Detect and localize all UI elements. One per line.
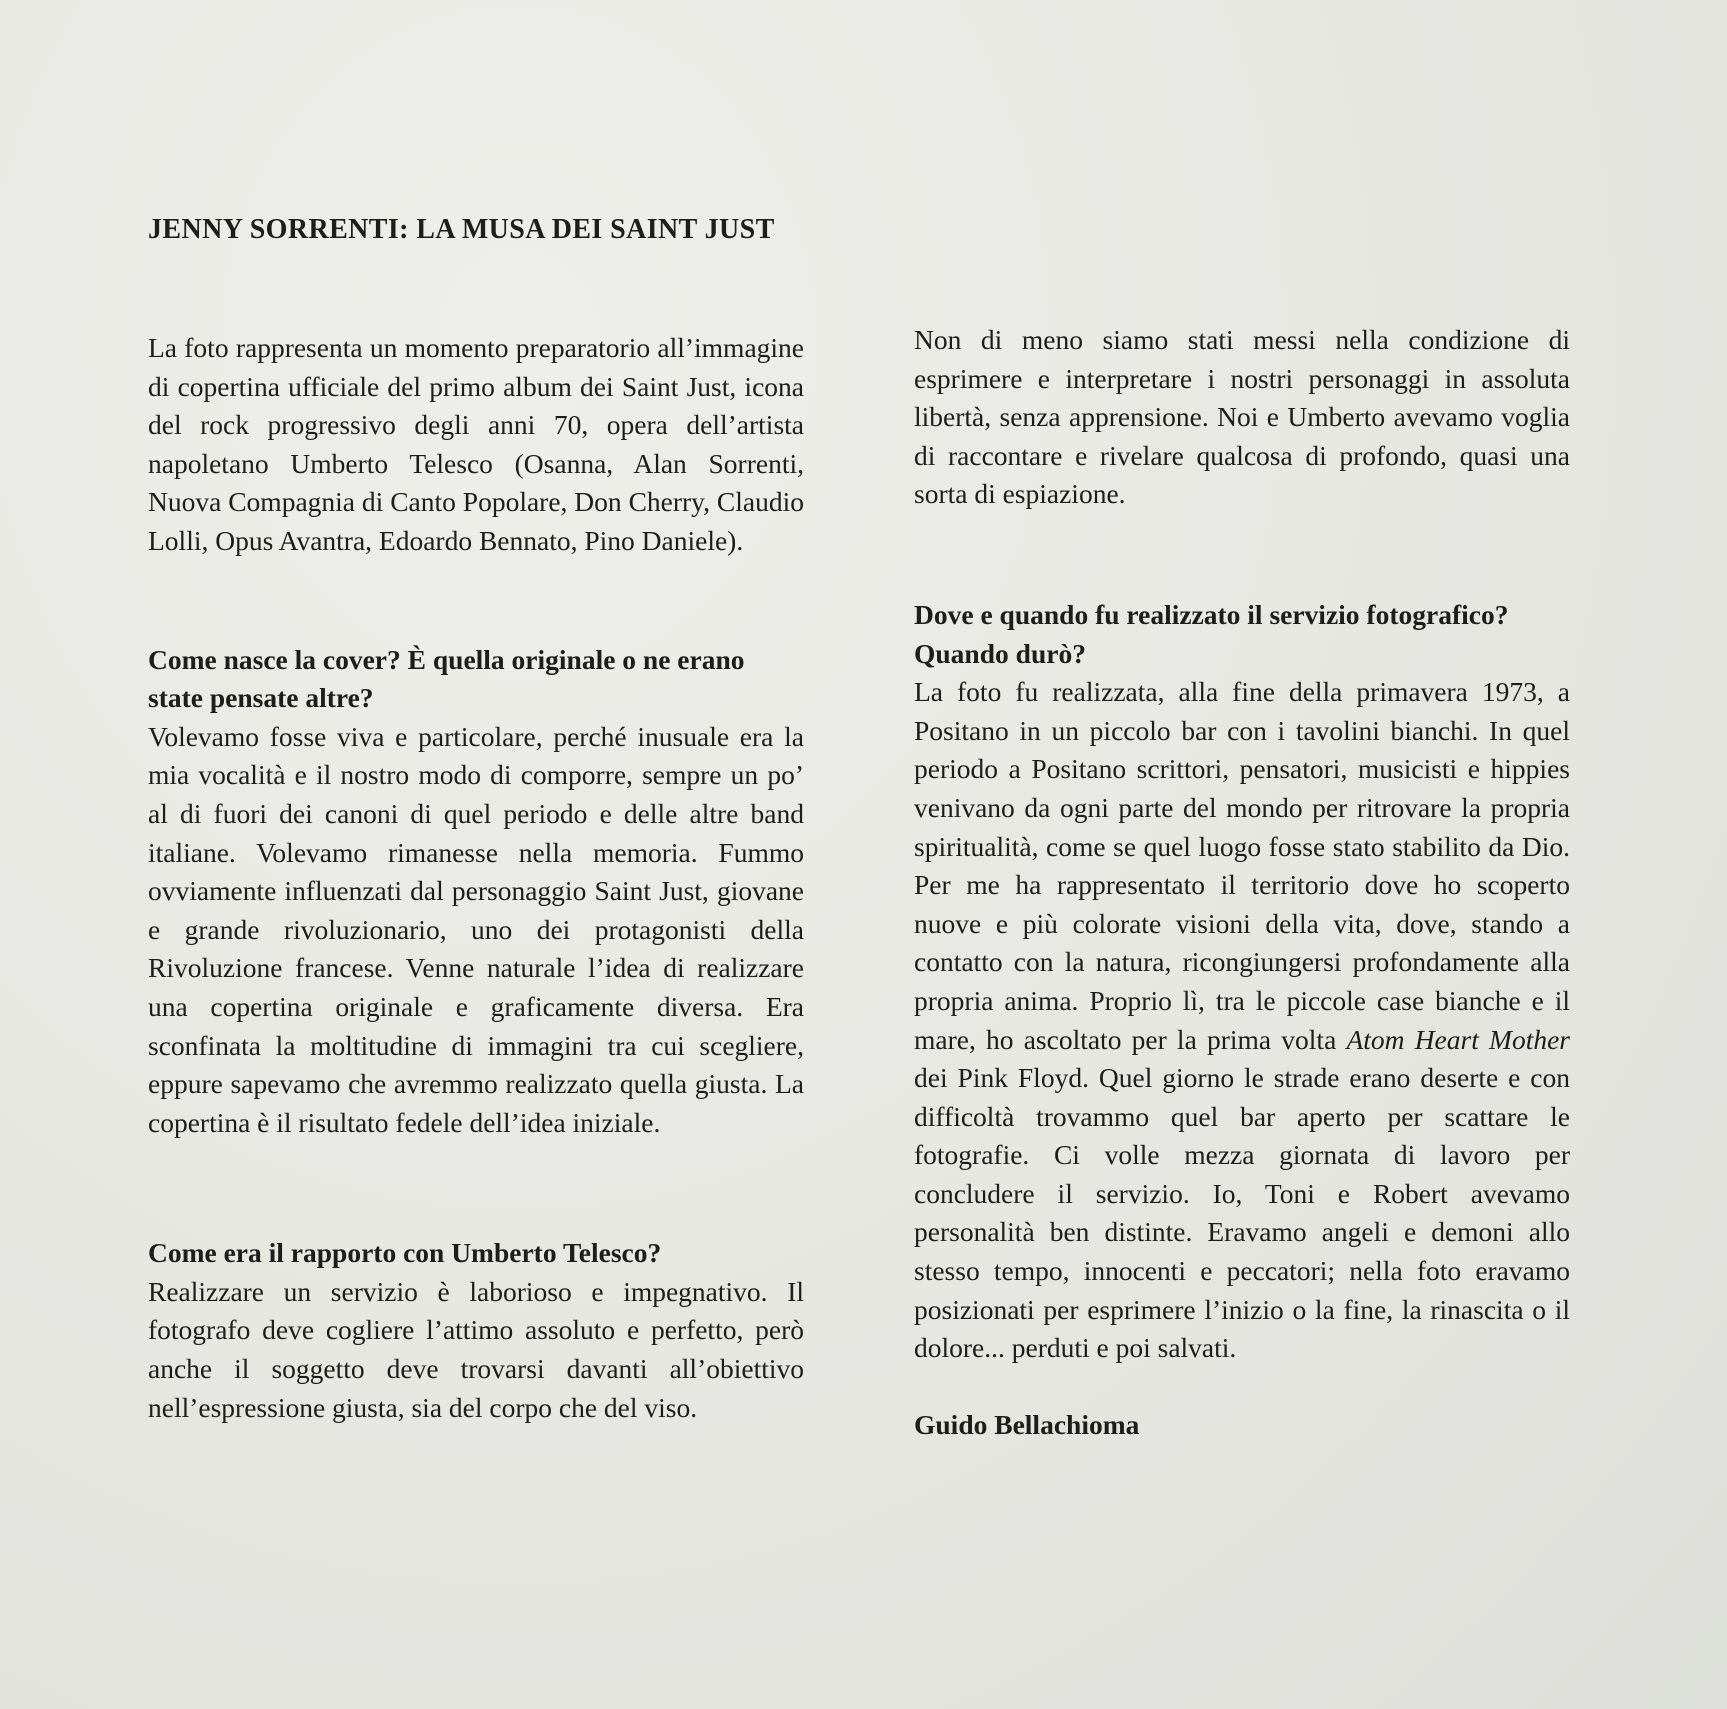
question-cover: Come nasce la cover? È quella originale o ne erano state pensate altre? <box>148 643 745 714</box>
question-photoshoot: Dove e quando fu realizzato il servizio fotografico? Quando durò? <box>914 598 1509 669</box>
answer-photoshoot <box>914 673 1570 1368</box>
answer-photoshoot-text-1: La foto fu realizzata, alla fine della primavera 1973, a Positano in un piccolo bar con i tavolini bianchi. In quel periodo a Positano scrittori, pensatori, musicisti e hippies venivano da ogni parte del mondo per ritrovare la propria spiritualità, come se quel luogo fosse stato stabilito da Dio. Per me ha rappresentato il territorio dove ho scoperto nuove e più colorate visioni della vita, dove, stando a contatto con la natura, ricongiungersi profondamente alla propria anima. Proprio lì, tra le piccole case bianche e il mare, ho ascoltato per la prima volta <box>914 676 1570 1055</box>
answer-telesco-continued: Non di meno siamo stati messi nella condizione di esprimere e interpretare i nostri personaggi in assoluta libertà, senza apprensione. Noi e Umberto avevamo voglia di raccontare e rivelare qualcosa di profondo, quasi una sorta di espiazione. <box>914 324 1570 510</box>
page-title: JENNY SORRENTI: LA MUSA DEI SAINT JUST <box>148 214 775 245</box>
right-column <box>914 321 1570 1444</box>
answer-cover: Volevamo fosse viva e particolare, perché inusuale era la mia vocalità e il nostro modo di comporre, sempre un po’ al di fuori dei canoni di quel periodo e delle altre band italiane. Volevamo rimanesse nella memoria. Fummo ovviamente influenzati dal personaggio Saint Just, giovane e grande rivoluzionario, uno dei protagonisti della Rivoluzione francese. Venne naturale l’idea di realizzare una copertina originale e graficamente diversa. Era sconfinata la moltitudine di immagini tra cui scegliere, eppure sapevamo che avremmo realizzato quella giusta. La copertina è il risultato fedele dell’idea iniziale. <box>148 720 804 1138</box>
intro-paragraph: La foto rappresenta un momento preparatorio all’immagine di copertina ufficiale del primo album dei Saint Just, icona del rock progressivo degli anni 70, opera dell’artista napoletano Umberto Telesco (Osanna, Alan Sorrenti, Nuova Compagnia di Canto Popolare, Don Cherry, Claudio Lolli, Opus Avantra, Edoardo Bennato, Pino Daniele). <box>148 332 804 556</box>
question-telesco: Come era il rapporto con Umberto Telesco? <box>148 1237 662 1269</box>
author-signature: Guido Bellachioma <box>914 1408 1140 1440</box>
left-column <box>148 329 804 1427</box>
album-title: Atom Heart Mother <box>1346 1023 1570 1055</box>
answer-telesco: Realizzare un servizio è laborioso e impegnativo. Il fotografo deve cogliere l’attimo assoluto e perfetto, però anche il soggetto deve trovarsi davanti all’obiettivo nell’espressione giusta, sia del corpo che del viso. <box>148 1275 804 1423</box>
answer-photoshoot-text-2: dei Pink Floyd. Quel giorno le strade erano deserte e con difficoltà trovammo quel bar aperto per scattare le fotografie. Ci volle mezza giornata di lavoro per concludere il servizio. Io, Toni e Robert avevamo personalità ben distinte. Eravamo angeli e demoni allo stesso tempo, innocenti e peccatori; nella foto eravamo posizionati per esprimere l’inizio o la fine, la rinascita o il dolore... perduti e poi salvati. <box>914 1062 1570 1364</box>
